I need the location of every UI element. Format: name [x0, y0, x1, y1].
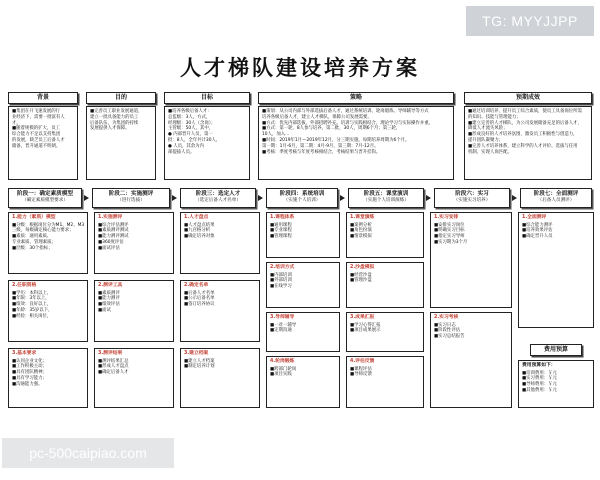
phase-1-header: [8, 188, 82, 208]
section-heading: 1.课堂演练: [350, 215, 375, 220]
section-heading: 2.确定名单: [184, 283, 209, 288]
section-heading: 3.成果汇报: [350, 315, 375, 320]
text-line: 发展提供人才保障。: [90, 126, 130, 132]
col2-section-1: [94, 212, 174, 274]
text-line: 机制，实现人岗匹配。: [468, 149, 512, 155]
top-label-background: 背景: [8, 92, 78, 104]
col7-section-1: [518, 212, 594, 328]
phase-subtitle: （确定素质模型要求）: [22, 198, 68, 203]
section-heading: 3.测评结果: [98, 351, 123, 356]
phase-4-header: [266, 188, 338, 208]
section-heading: 1.实施测评: [98, 215, 123, 220]
top-box-goal: [164, 106, 250, 180]
arrow-icon: [172, 195, 177, 201]
text-line: ■层级：30个指标；: [12, 245, 53, 251]
budget-title: 费用预算: [530, 344, 582, 356]
text-line: ■测评结果汇总: [98, 358, 129, 364]
text-line: ■培养各级后备人才：: [168, 109, 212, 114]
col2-section-3: [94, 348, 174, 408]
arrow-icon: [258, 195, 263, 201]
section-heading: 1.课程体系: [270, 215, 295, 220]
top-box-background: [8, 106, 78, 180]
watermark-tag: TG: MYYJJPP: [466, 6, 594, 36]
text-line: ■素质测评: [98, 290, 120, 296]
section-heading: 4.轮岗锻炼: [270, 359, 295, 364]
phase-title: 阶段五：课堂演训: [363, 191, 409, 197]
text-line: ■面试: [98, 307, 111, 313]
text-line: ■培训费用：￥元: [522, 370, 557, 376]
text-line: ■阶段性评估: [434, 328, 461, 334]
text-line: ■后备人才名单: [184, 290, 215, 296]
section-heading: 3.基本要求: [12, 351, 37, 356]
text-line: ■其他费用：￥元: [522, 387, 557, 393]
text-line: 主管级：50人，其中，: [168, 126, 214, 132]
section-heading: 4.评估反馈: [350, 359, 375, 364]
text-line: ■综合评估测评: [98, 222, 129, 228]
section-heading: 2.任职资格: [12, 283, 37, 288]
text-line: ■经营沙盘: [350, 272, 372, 278]
phase-subtitle: （实施个人培训）: [283, 198, 321, 203]
text-line: ■经验：相关岗位，: [12, 313, 52, 319]
col2-section-2: [94, 280, 174, 342]
text-line: ■建立人才档案: [184, 358, 215, 364]
section-heading: 费用预算如下：: [522, 363, 556, 368]
phase-subtitle: （实施实习培养）: [453, 198, 491, 203]
text-line: ■认同企业文化；: [12, 358, 47, 364]
col5-section-2: [346, 262, 424, 308]
text-line: ■360度评估: [98, 239, 124, 245]
text-line: ■实习日志: [434, 322, 456, 328]
col4-section-4: [266, 356, 340, 408]
col4-section-1: [266, 212, 340, 258]
col4-section-3: [266, 312, 340, 352]
text-line: ■分级：根据岗位分为M1、M2、M3: [12, 222, 85, 228]
text-line: ■学习心得汇报: [350, 322, 381, 328]
text-line: ■建立完善的人才梯队，为公司发展储备充足的后备人才，: [468, 120, 582, 126]
text-line: 业经济下，需要一批富有人: [12, 114, 65, 120]
text-line: ■指定实习导师: [434, 234, 465, 240]
col5-section-4: [346, 356, 424, 408]
text-line: ■完善人才培养体系，建立科学的人才评价、选拔与任用: [468, 143, 578, 149]
phase-subtitle: （实施个人培训演练）: [363, 198, 409, 203]
text-line: ■能力测评测试: [98, 234, 129, 240]
text-line: ■随着规模的扩大，员工: [12, 126, 61, 132]
text-line: ■导师反馈: [350, 372, 372, 378]
footer-watermark: pc-500caipiao.com: [2, 438, 174, 468]
text-line: ■确定培养对象: [184, 234, 215, 240]
section-heading: 3.导师辅导: [270, 315, 295, 320]
text-line: ■方式：优先内部选拔，外部招聘补充。培训与实践相结合，理论学习与实际操作并重。: [262, 120, 433, 126]
phase-title: 阶段二：实施测评: [108, 191, 154, 197]
text-line: ■沟通能力强。: [12, 381, 43, 387]
section-heading: 1.全面测评: [522, 215, 547, 220]
text-line: 总监级：3人，方式，: [168, 114, 211, 120]
text-line: ■九宫格分析: [184, 228, 211, 234]
top-label-goal: 目标: [164, 92, 250, 104]
text-line: ■通用课程: [270, 222, 292, 228]
phase-7-header: [520, 188, 592, 208]
col3-section-2: [180, 280, 260, 342]
section-heading: 3.建立档案: [184, 351, 209, 356]
section-heading: 2.实习考核: [434, 315, 459, 320]
phase-subtitle: （后备人员测评）: [537, 198, 575, 203]
text-line: ■安排实习岗位: [434, 222, 465, 228]
arrow-icon: [426, 195, 431, 201]
section-heading: 2.测评工具: [98, 283, 123, 288]
top-box-purpose: [86, 106, 156, 180]
phase-title: 阶段三：选定人才: [195, 191, 241, 197]
text-line: ■项目实践: [270, 372, 292, 378]
text-line: 综合能力不足以支持集团: [12, 132, 61, 138]
text-line: ■管理沙盘: [350, 278, 372, 284]
text-line: 三级，每级确定核心能力要求；: [12, 228, 74, 234]
text-line: ■培养效果评估: [522, 228, 553, 234]
text-line: ■制定培养计划: [184, 364, 215, 370]
section-heading: 1.人才盘点: [184, 215, 209, 220]
text-line: 才。: [12, 120, 21, 126]
text-line: 培养各级后备人才，建立人才梯队，保障公司发展需要。: [262, 114, 372, 120]
top-label-purpose: 目的: [86, 92, 156, 104]
text-line: ■签订培养协议: [184, 302, 215, 308]
text-line: ● 人员，其余为内: [168, 143, 204, 149]
text-line: ■明确实习目标: [434, 228, 465, 234]
text-line: ■人才盘点结果: [184, 222, 215, 228]
col1-section-1: [8, 212, 88, 274]
col1-section-3: [8, 348, 88, 408]
col6-section-1: [430, 212, 512, 308]
text-line: ■绩效评估: [98, 302, 120, 308]
text-line: 部提拔人员。: [168, 149, 195, 155]
top-box-outcome: [464, 106, 592, 180]
text-line: ■面试评估: [98, 245, 120, 251]
text-line: ■工作积极主动；: [12, 364, 47, 370]
col6-section-2: [430, 312, 512, 408]
text-line: 专业素质、管理素质；: [12, 239, 56, 245]
text-line: ■绩效：良好以上，: [12, 302, 52, 308]
text-line: ■内部培训: [270, 272, 292, 278]
text-line: 提升团队凝聚力；: [468, 137, 504, 143]
text-line: 降低人才流失风险；: [468, 126, 508, 132]
text-line: ■课程评估: [350, 366, 372, 372]
text-line: ■定期沟通: [270, 328, 292, 334]
phase-5-header: [348, 188, 424, 208]
col3-section-1: [180, 212, 260, 274]
text-line: ■素质：通用素质、: [12, 234, 52, 240]
text-line: ■年龄：35岁以下，: [12, 307, 53, 313]
text-line: ■确定后备人才: [98, 370, 129, 376]
text-line: ■策划：从公司内部与外部选拔后备人才，通过系统培训、轮岗锻炼、导师辅导等方式: [262, 109, 429, 114]
arrow-icon: [84, 195, 89, 201]
text-line: ■实习期为3个月: [434, 239, 468, 245]
text-line: ■形成人才盘点: [98, 364, 129, 370]
top-label-strategy: 策略: [258, 92, 454, 104]
text-line: ■角色扮演: [350, 228, 372, 234]
phase-title: 阶段四：系统培训: [279, 191, 325, 197]
phase-2-header: [92, 188, 170, 208]
text-line: 经理级：30人（含岗）；: [168, 120, 216, 126]
text-line: ● 内部晋升人员，第一: [168, 132, 213, 138]
section-heading: 2.沙盘模拟: [350, 265, 375, 270]
text-line: ■形成良好的人才培养氛围，激发员工积极性与创造力，: [468, 132, 578, 138]
phase-6-header: [434, 188, 510, 208]
phase-3-header: [180, 188, 256, 208]
text-line: ■管理课程: [270, 234, 292, 240]
budget-box: [518, 360, 594, 408]
text-line: ■外部培训: [270, 278, 292, 284]
phase-title: 阶段六：实习: [455, 191, 489, 197]
text-line: ■方式：第一轮，8人参与培养，第二批，30人，周期6个月；第三轮，: [262, 126, 401, 132]
text-line: ■具有团队精神；: [12, 370, 47, 376]
text-line: 的发展，缺乏员工后备人才: [12, 137, 65, 143]
top-label-outcome: 预期成效: [464, 92, 592, 104]
text-line: ■项目成果展示: [350, 328, 381, 334]
text-line: ■年限：3年以上，: [12, 296, 50, 302]
text-line: 的知识、技能与管理能力；: [468, 114, 521, 120]
section-heading: 2.培训方式: [270, 265, 295, 270]
text-line: 批：8人，全年共计30人，: [168, 137, 221, 143]
arrow-icon: [340, 195, 345, 201]
text-line: ■一对一辅导: [270, 322, 297, 328]
col3-section-3: [180, 348, 260, 408]
section-heading: 1.实习安排: [434, 215, 459, 220]
text-line: ■综合能力测评: [522, 222, 553, 228]
text-line: ■通过培训培养，提升员工综合素质，使员工具备岗位所需: [468, 109, 582, 114]
text-line: ■具有学习能力；: [12, 375, 47, 381]
top-box-strategy: [258, 106, 454, 180]
text-line: 第一期：1月-6月，第二期：4月-9月，第三期：7月-12月。: [262, 143, 379, 149]
col5-section-1: [346, 212, 424, 258]
text-line: ■素质测评测试: [98, 228, 129, 234]
col4-section-2: [266, 262, 340, 308]
text-line: ■确定晋升人员: [522, 234, 553, 240]
text-line: ■情景模拟: [350, 234, 372, 240]
text-line: ■集团在开飞速发展的行: [12, 109, 61, 114]
section-heading: 1.能力（素质）模型: [12, 215, 56, 220]
arrow-icon: [512, 195, 517, 201]
phase-title: 阶段一：确定素质模型: [17, 191, 73, 197]
text-line: ■在线学习: [270, 284, 292, 290]
text-line: ■实习总结报告: [434, 334, 465, 340]
text-line: 后备队伍，为集团的持续: [90, 120, 139, 126]
text-line: ■导师费用：￥元: [522, 382, 557, 388]
text-line: ■实习费用：￥元: [522, 376, 557, 382]
text-line: 建立一批具备能力的员工: [90, 114, 139, 120]
text-line: ■考核：季度考核与年度考核相结合，考核结果与晋升挂钩。: [262, 149, 381, 155]
text-line: ■能力测评: [98, 296, 120, 302]
text-line: ■时间：2019年1月—2019年12月，分三期实施，每期培养周期为6个月。: [262, 137, 410, 143]
text-line: ■跨部门轮岗: [270, 366, 297, 372]
phase-subtitle: （选定后备人才名单）: [195, 198, 241, 203]
phase-subtitle: （进行选拔）: [117, 198, 145, 203]
col5-section-3: [346, 312, 424, 352]
phase-title: 阶段七：全面测评: [533, 191, 579, 197]
text-line: ■专业课程: [270, 228, 292, 234]
text-line: ■案例分析: [350, 222, 372, 228]
text-line: 储备，晋升通道不明朗。: [12, 143, 61, 149]
text-line: ■公示后备名单: [184, 296, 215, 302]
text-line: ■完善员工职业发展通道，: [90, 109, 143, 114]
text-line: ■学历：本科以上，: [12, 290, 52, 296]
text-line: 10人，加入...: [262, 132, 290, 138]
col1-section-2: [8, 280, 88, 342]
page-title: 人才梯队建设培养方案: [180, 56, 420, 80]
